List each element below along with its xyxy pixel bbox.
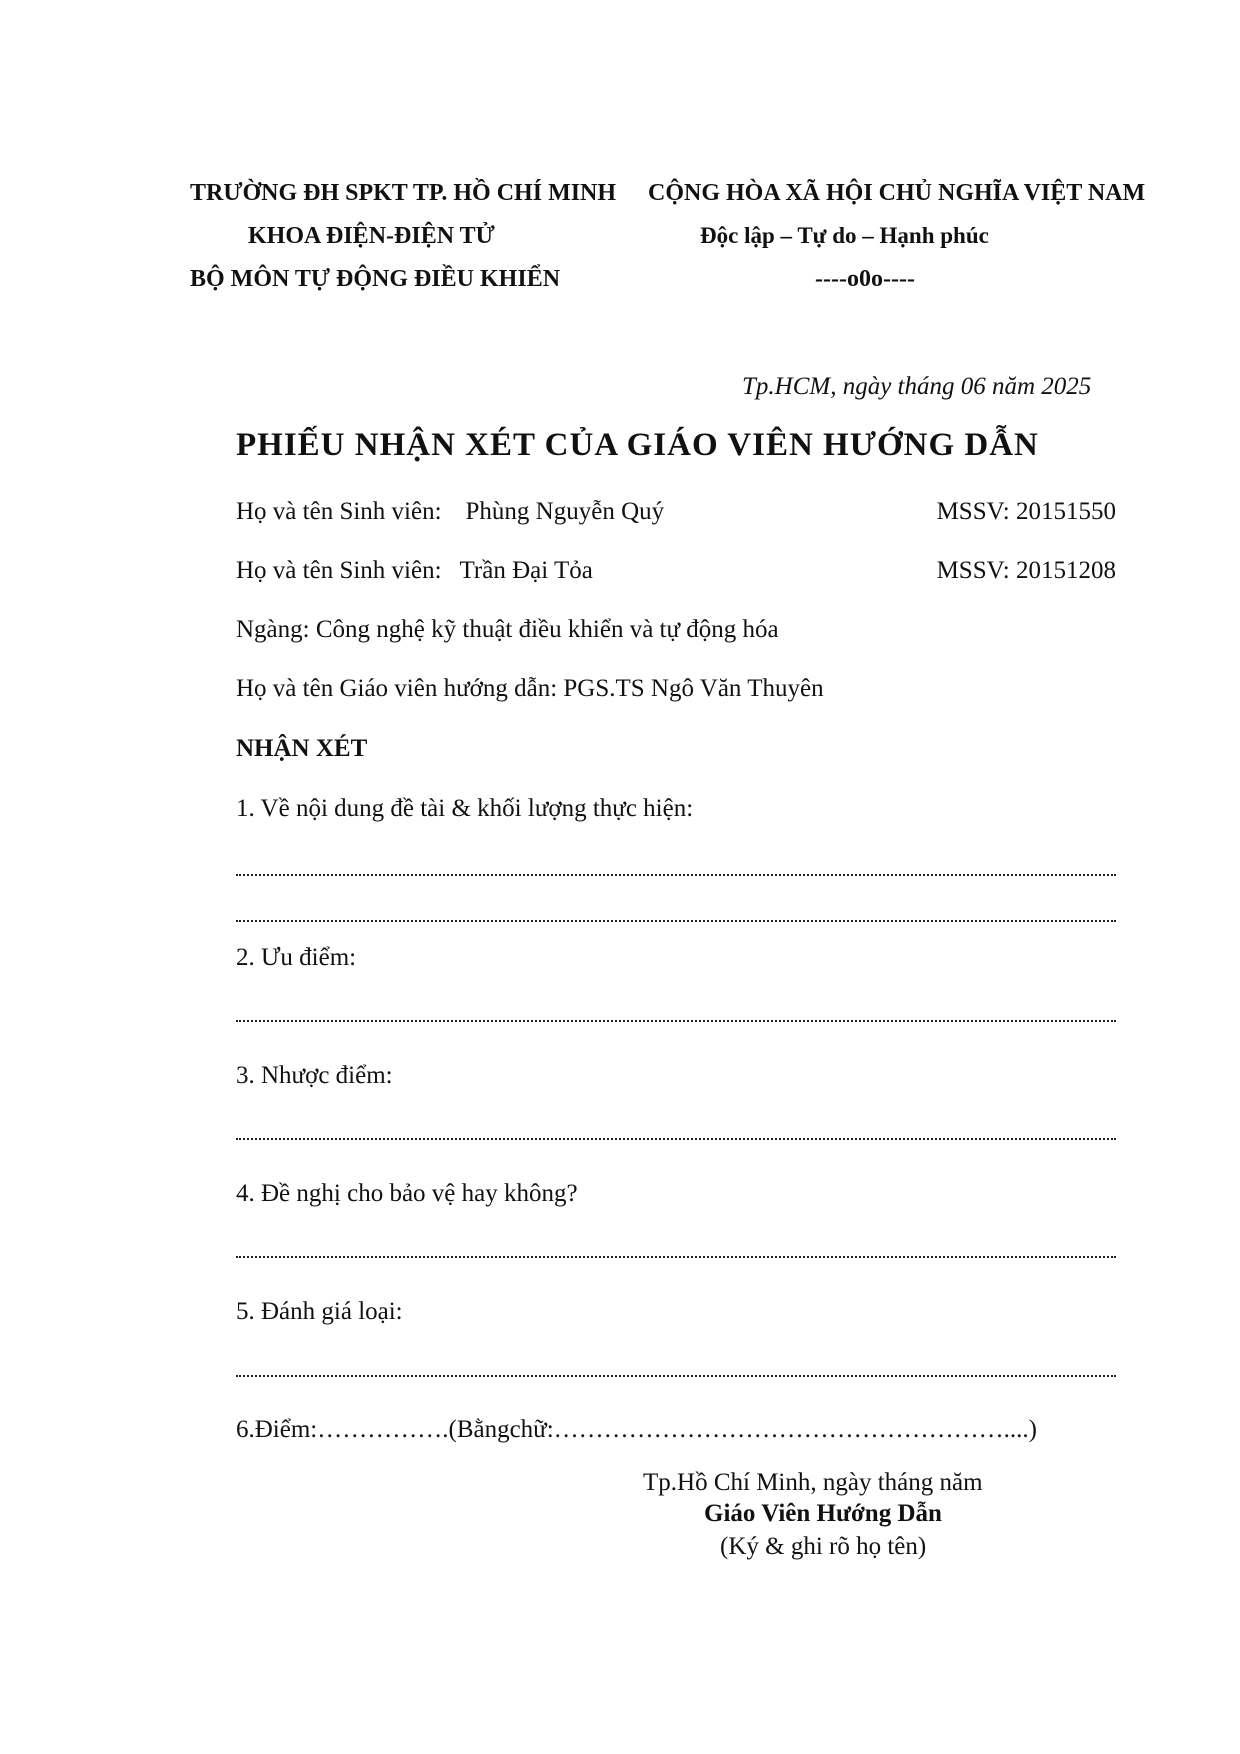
answer-dotted-line[interactable] <box>236 1020 1116 1022</box>
country-name: CỘNG HÒA XÃ HỘI CHỦ NGHĨA VIỆT NAM <box>648 180 1146 206</box>
score-line: 6.Điểm:…………….(Bằngchữ:………………………………………………....) <box>236 1416 1038 1443</box>
faculty-name: KHOA ĐIỆN-ĐIỆN TỬ <box>248 223 495 249</box>
signature-role: Giáo Viên Hướng Dẫn <box>704 1500 942 1527</box>
section-heading: NHẬN XÉT <box>236 735 368 762</box>
student-row <box>236 557 1116 585</box>
answer-dotted-line[interactable] <box>236 1256 1116 1258</box>
header-ornament: ----o0o---- <box>815 266 915 292</box>
review-item-grade: 5. Đánh giá loại: <box>236 1298 403 1325</box>
document-date: Tp.HCM, ngày tháng 06 năm 2025 <box>742 373 1092 400</box>
answer-dotted-line[interactable] <box>236 920 1116 922</box>
department-name: BỘ MÔN TỰ ĐỘNG ĐIỀU KHIỂN <box>190 266 561 292</box>
signature-note: (Ký & ghi rõ họ tên) <box>720 1533 927 1560</box>
student-id: MSSV: 20151550 <box>936 498 1116 525</box>
page-title: PHIẾU NHẬN XÉT CỦA GIÁO VIÊN HƯỚNG DẪN <box>236 427 1039 463</box>
review-item-weaknesses: 3. Nhược điểm: <box>236 1062 393 1089</box>
review-item-strengths: 2. Ưu điểm: <box>236 944 357 971</box>
review-item-content: 1. Về nội dung đề tài & khối lượng thực hiện: <box>236 795 694 822</box>
student-name: Phùng Nguyễn Quý <box>465 498 665 525</box>
major-line: Ngàng: Công nghệ kỹ thuật điều khiển và tự động hóa <box>236 616 779 643</box>
advisor-line: Họ và tên Giáo viên hướng dẫn: PGS.TS Ngô Văn Thuyên <box>236 675 824 702</box>
answer-dotted-line[interactable] <box>236 874 1116 876</box>
signature-date: Tp.Hồ Chí Minh, ngày tháng năm <box>643 1469 983 1496</box>
answer-dotted-line[interactable] <box>236 1375 1116 1377</box>
review-item-defense: 4. Đề nghị cho bảo vệ hay không? <box>236 1180 578 1207</box>
student-label: Họ và tên Sinh viên: <box>236 498 442 525</box>
national-motto: Độc lập – Tự do – Hạnh phúc <box>700 223 989 248</box>
university-name: TRƯỜNG ĐH SPKT TP. HỒ CHÍ MINH <box>190 180 617 206</box>
student-name: Trần Đại Tỏa <box>459 557 593 584</box>
answer-dotted-line[interactable] <box>236 1138 1116 1140</box>
student-row <box>236 498 1116 526</box>
student-id: MSSV: 20151208 <box>936 557 1116 584</box>
student-label: Họ và tên Sinh viên: <box>236 557 442 584</box>
